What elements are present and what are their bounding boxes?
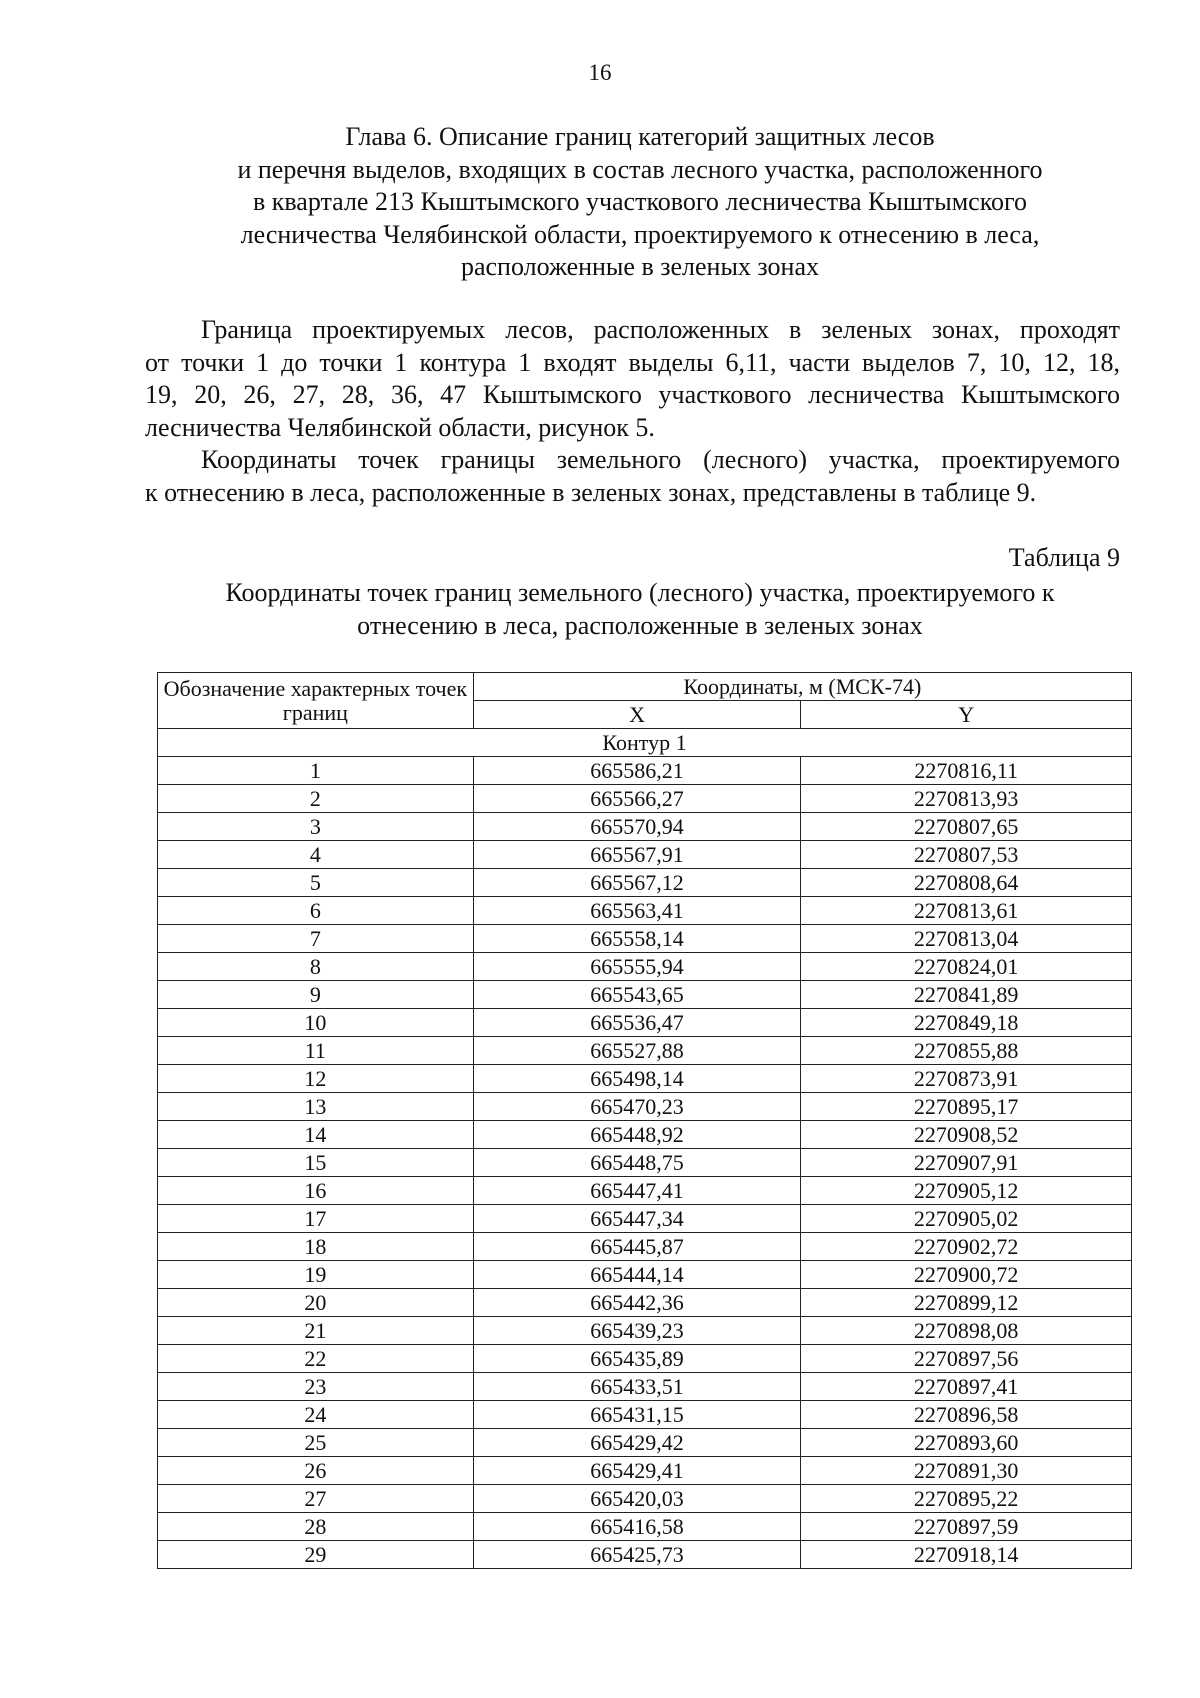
x-coordinate-cell: 665543,65 — [473, 981, 801, 1009]
y-coordinate-cell: 2270855,88 — [801, 1037, 1132, 1065]
chapter-title-line: и перечня выделов, входящих в состав лесного участка, расположенного — [237, 154, 1043, 184]
chapter-title — [145, 121, 1135, 284]
x-coordinate-cell: 665445,87 — [473, 1233, 801, 1261]
y-coordinate-cell: 2270849,18 — [801, 1009, 1132, 1037]
x-coordinate-cell: 665439,23 — [473, 1317, 801, 1345]
point-number-cell: 22 — [158, 1345, 474, 1373]
x-coordinate-cell: 665448,75 — [473, 1149, 801, 1177]
x-coordinate-cell: 665567,91 — [473, 841, 801, 869]
points-header: Обозначение характерных точек границ — [158, 673, 474, 729]
point-number-cell: 27 — [158, 1485, 474, 1513]
table-row — [158, 813, 1132, 841]
table-row — [158, 1289, 1132, 1317]
coordinates-paragraph — [145, 444, 1120, 509]
y-coordinate-cell: 2270807,65 — [801, 813, 1132, 841]
boundary-paragraph — [145, 314, 1120, 444]
x-coordinate-cell: 665527,88 — [473, 1037, 801, 1065]
y-coordinate-cell: 2270897,41 — [801, 1373, 1132, 1401]
table-caption-line: отнесению в леса, расположенные в зеленых зонах — [357, 610, 923, 640]
y-coordinate-cell: 2270813,61 — [801, 897, 1132, 925]
x-header: X — [473, 701, 801, 729]
table-row — [158, 1009, 1132, 1037]
y-coordinate-cell: 2270893,60 — [801, 1429, 1132, 1457]
paragraph-line: лесничества Челябинской области, рисунок 5. — [145, 412, 655, 442]
table-row — [158, 1541, 1132, 1569]
table-row — [158, 1177, 1132, 1205]
table-label: Таблица 9 — [1008, 543, 1120, 572]
point-number-cell: 24 — [158, 1401, 474, 1429]
y-coordinate-cell: 2270907,91 — [801, 1149, 1132, 1177]
table-caption — [145, 577, 1135, 642]
table-row — [158, 1261, 1132, 1289]
x-coordinate-cell: 665566,27 — [473, 785, 801, 813]
point-number-cell: 7 — [158, 925, 474, 953]
point-number-cell: 13 — [158, 1093, 474, 1121]
y-coordinate-cell: 2270895,22 — [801, 1485, 1132, 1513]
table-row — [158, 1401, 1132, 1429]
table-row — [158, 869, 1132, 897]
table-caption-line: Координаты точек границ земельного (лесного) участка, проектируемого к — [225, 578, 1055, 607]
x-coordinate-cell: 665536,47 — [473, 1009, 801, 1037]
point-number-cell: 16 — [158, 1177, 474, 1205]
point-number-cell: 17 — [158, 1205, 474, 1233]
point-number-cell: 19 — [158, 1261, 474, 1289]
y-coordinate-cell: 2270899,12 — [801, 1289, 1132, 1317]
y-coordinate-cell: 2270895,17 — [801, 1093, 1132, 1121]
table-row — [158, 1121, 1132, 1149]
y-coordinate-cell: 2270808,64 — [801, 869, 1132, 897]
y-header: Y — [801, 701, 1132, 729]
x-coordinate-cell: 665447,34 — [473, 1205, 801, 1233]
y-coordinate-cell: 2270898,08 — [801, 1317, 1132, 1345]
y-coordinate-cell: 2270905,12 — [801, 1177, 1132, 1205]
paragraph-line: Граница проектируемых лесов, расположенных в зеленых зонах, проходят — [201, 315, 1120, 344]
table-row — [158, 981, 1132, 1009]
y-coordinate-cell: 2270900,72 — [801, 1261, 1132, 1289]
point-number-cell: 28 — [158, 1513, 474, 1541]
table-row — [158, 1485, 1132, 1513]
point-number-cell: 15 — [158, 1149, 474, 1177]
y-coordinate-cell: 2270908,52 — [801, 1121, 1132, 1149]
table-row — [158, 1457, 1132, 1485]
x-coordinate-cell: 665433,51 — [473, 1373, 801, 1401]
table-row — [158, 1429, 1132, 1457]
x-coordinate-cell: 665431,15 — [473, 1401, 801, 1429]
table-row — [158, 1317, 1132, 1345]
chapter-title-line: лесничества Челябинской области, проектируемого к отнесению в леса, — [240, 219, 1040, 249]
paragraph-line: от точки 1 до точки 1 контура 1 входят выделы 6,11, части выделов 7, 10, 12, 18, — [145, 347, 1120, 377]
x-coordinate-cell: 665498,14 — [473, 1065, 801, 1093]
table-row — [158, 897, 1132, 925]
point-number-cell: 6 — [158, 897, 474, 925]
chapter-title-line: расположенные в зеленых зонах — [460, 252, 820, 281]
y-coordinate-cell: 2270807,53 — [801, 841, 1132, 869]
paragraph-line: к отнесению в леса, расположенные в зеленых зонах, представлены в таблице 9. — [145, 477, 1037, 507]
x-coordinate-cell: 665416,58 — [473, 1513, 801, 1541]
x-coordinate-cell: 665448,92 — [473, 1121, 801, 1149]
y-coordinate-cell: 2270873,91 — [801, 1065, 1132, 1093]
x-coordinate-cell: 665558,14 — [473, 925, 801, 953]
y-coordinate-cell: 2270824,01 — [801, 953, 1132, 981]
x-coordinate-cell: 665420,03 — [473, 1485, 801, 1513]
point-number-cell: 23 — [158, 1373, 474, 1401]
table-row — [158, 1373, 1132, 1401]
x-coordinate-cell: 665435,89 — [473, 1345, 801, 1373]
point-number-cell: 18 — [158, 1233, 474, 1261]
table-row — [158, 1037, 1132, 1065]
point-number-cell: 1 — [158, 757, 474, 785]
x-coordinate-cell: 665470,23 — [473, 1093, 801, 1121]
point-number-cell: 20 — [158, 1289, 474, 1317]
point-number-cell: 25 — [158, 1429, 474, 1457]
point-number-cell: 2 — [158, 785, 474, 813]
point-number-cell: 5 — [158, 869, 474, 897]
page-number: 16 — [588, 60, 612, 85]
y-coordinate-cell: 2270891,30 — [801, 1457, 1132, 1485]
x-coordinate-cell: 665425,73 — [473, 1541, 801, 1569]
table-row — [158, 841, 1132, 869]
table-row — [158, 1093, 1132, 1121]
x-coordinate-cell: 665444,14 — [473, 1261, 801, 1289]
table-row — [158, 785, 1132, 813]
table-row — [158, 1513, 1132, 1541]
chapter-title-line: в квартале 213 Кыштымского участкового лесничества Кыштымского — [252, 187, 1028, 216]
point-number-cell: 4 — [158, 841, 474, 869]
contour-label: Контур 1 — [158, 729, 1132, 757]
table-row — [158, 1205, 1132, 1233]
point-number-cell: 3 — [158, 813, 474, 841]
x-coordinate-cell: 665570,94 — [473, 813, 801, 841]
y-coordinate-cell: 2270813,93 — [801, 785, 1132, 813]
table-row — [158, 1233, 1132, 1261]
paragraph-line: Координаты точек границы земельного (лесного) участка, проектируемого — [201, 445, 1120, 474]
x-coordinate-cell: 665567,12 — [473, 869, 801, 897]
point-number-cell: 29 — [158, 1541, 474, 1569]
table-row — [158, 1345, 1132, 1373]
x-coordinate-cell: 665586,21 — [473, 757, 801, 785]
point-number-cell: 12 — [158, 1065, 474, 1093]
point-number-cell: 9 — [158, 981, 474, 1009]
y-coordinate-cell: 2270905,02 — [801, 1205, 1132, 1233]
paragraph-line: 19, 20, 26, 27, 28, 36, 47 Кыштымского участкового лесничества Кыштымского — [145, 380, 1120, 409]
x-coordinate-cell: 665563,41 — [473, 897, 801, 925]
y-coordinate-cell: 2270918,14 — [801, 1541, 1132, 1569]
table-row — [158, 1149, 1132, 1177]
y-coordinate-cell: 2270816,11 — [801, 757, 1132, 785]
table-row — [158, 757, 1132, 785]
y-coordinate-cell: 2270902,72 — [801, 1233, 1132, 1261]
x-coordinate-cell: 665429,42 — [473, 1429, 801, 1457]
point-number-cell: 8 — [158, 953, 474, 981]
point-number-cell: 11 — [158, 1037, 474, 1065]
point-number-cell: 10 — [158, 1009, 474, 1037]
table-row — [158, 1065, 1132, 1093]
point-number-cell: 26 — [158, 1457, 474, 1485]
y-coordinate-cell: 2270897,56 — [801, 1345, 1132, 1373]
x-coordinate-cell: 665442,36 — [473, 1289, 801, 1317]
y-coordinate-cell: 2270841,89 — [801, 981, 1132, 1009]
y-coordinate-cell: 2270897,59 — [801, 1513, 1132, 1541]
table-row — [158, 953, 1132, 981]
table-row — [158, 925, 1132, 953]
x-coordinate-cell: 665429,41 — [473, 1457, 801, 1485]
y-coordinate-cell: 2270896,58 — [801, 1401, 1132, 1429]
chapter-title-line: Глава 6. Описание границ категорий защитных лесов — [345, 122, 935, 151]
point-number-cell: 14 — [158, 1121, 474, 1149]
coordinates-table — [157, 672, 1132, 1569]
point-number-cell: 21 — [158, 1317, 474, 1345]
x-coordinate-cell: 665447,41 — [473, 1177, 801, 1205]
x-coordinate-cell: 665555,94 — [473, 953, 801, 981]
y-coordinate-cell: 2270813,04 — [801, 925, 1132, 953]
coordinates-header: Координаты, м (МСК-74) — [473, 673, 1131, 701]
